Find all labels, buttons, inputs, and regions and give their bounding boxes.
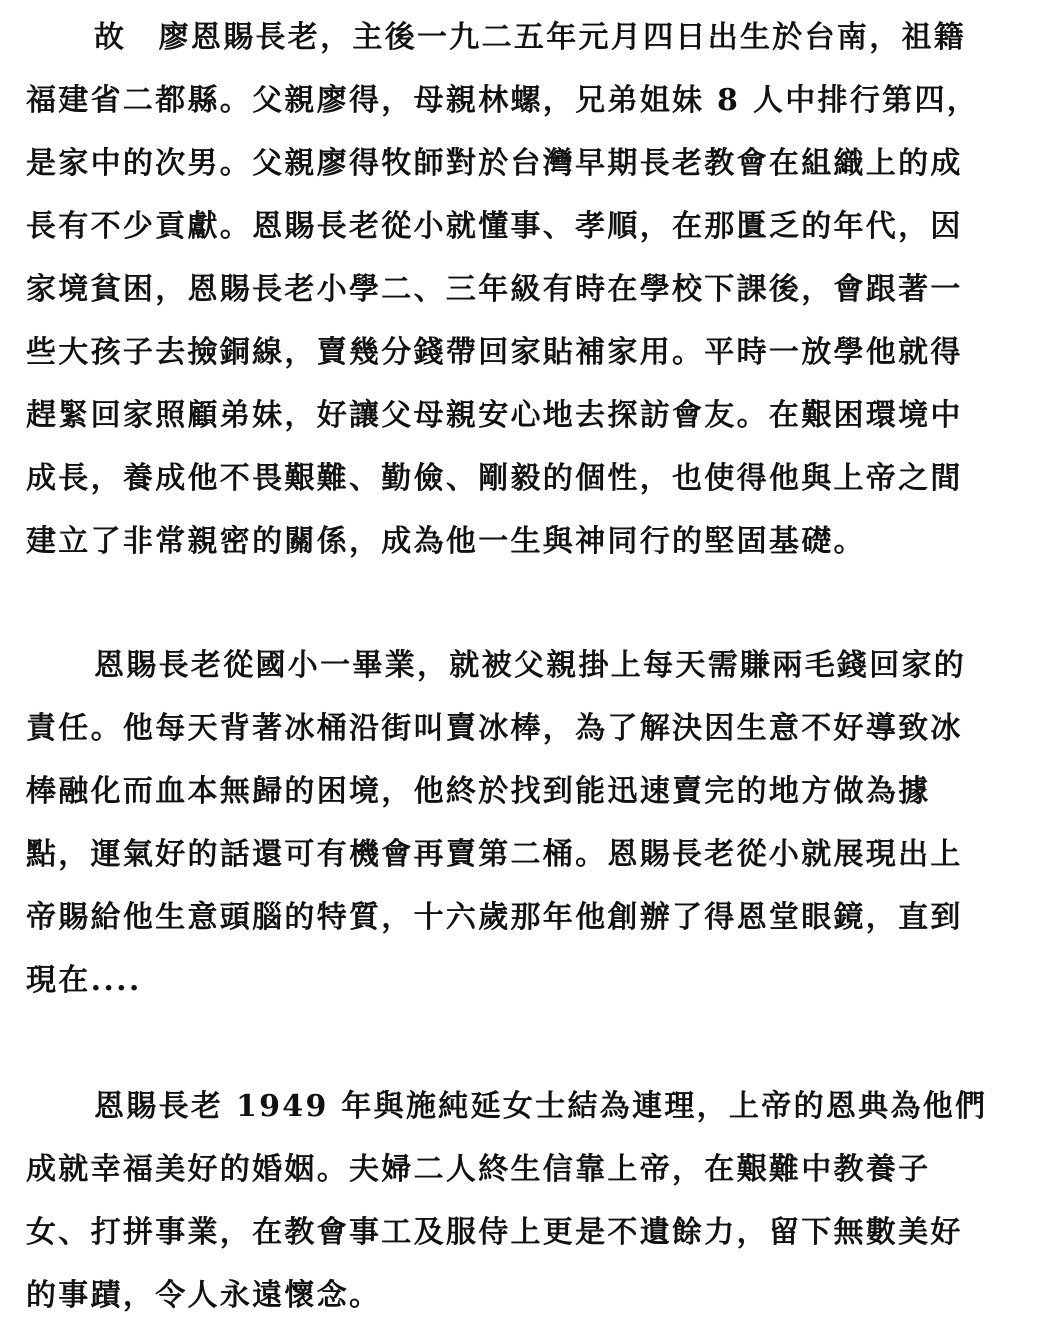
text-line: 現在....: [26, 963, 142, 998]
paragraph-childhood: [0, 6, 1042, 573]
text-line: 棒融化而血本無歸的困境，他終於找到能迅速賣完的地方做為據: [26, 774, 931, 809]
text-line: 趕緊回家照顧弟妹，好讓父母親安心地去探訪會友。在艱困環境中: [26, 398, 963, 433]
text-line: 家境貧困，恩賜長老小學二、三年級有時在學校下課後，會跟著一: [26, 272, 963, 307]
text-line: 成長，養成他不畏艱難、勤儉、剛毅的個性，也使得他與上帝之間: [26, 461, 963, 496]
text-line: 建立了非常親密的關係，成為他一生與神同行的堅固基礎。: [26, 524, 866, 559]
text-line: 福建省二都縣。父親廖得，母親林螺，兄弟姐妹 8 人中排行第四，: [26, 83, 980, 118]
paragraph-marriage: [0, 1075, 1042, 1327]
text-line: 些大孩子去撿銅線，賣幾分錢帶回家貼補家用。平時一放學他就得: [26, 335, 963, 370]
text-line: 的事蹟，令人永遠懷念。: [26, 1278, 382, 1313]
text-line: 責任。他每天背著冰桶沿街叫賣冰棒，為了解決因生意不好導致冰: [26, 711, 963, 746]
text-line: 是家中的次男。父親廖得牧師對於台灣早期長老教會在組織上的成: [26, 146, 963, 181]
text-line: 恩賜長老從國小一畢業，就被父親掛上每天需賺兩毛錢回家的: [94, 648, 967, 683]
text-line: 帝賜給他生意頭腦的特質，十六歲那年他創辦了得恩堂眼鏡，直到: [26, 900, 963, 935]
text-line: 成就幸福美好的婚姻。夫婦二人終生信靠上帝，在艱難中教養子: [26, 1152, 931, 1187]
text-line: 長有不少貢獻。恩賜長老從小就懂事、孝順，在那匱乏的年代，因: [26, 209, 963, 244]
text-line: 點，運氣好的話還可有機會再賣第二桶。恩賜長老從小就展現出上: [26, 837, 963, 872]
text-line: 女、打拼事業，在教會事工及服侍上更是不遺餘力，留下無數美好: [26, 1215, 963, 1250]
text-line: 故 廖恩賜長老，主後一九二五年元月四日出生於台南，祖籍: [94, 20, 967, 55]
paragraph-youth: [0, 634, 1042, 1012]
text-line: 恩賜長老 1949 年與施純延女士結為連理，上帝的恩典為他們: [94, 1089, 988, 1124]
